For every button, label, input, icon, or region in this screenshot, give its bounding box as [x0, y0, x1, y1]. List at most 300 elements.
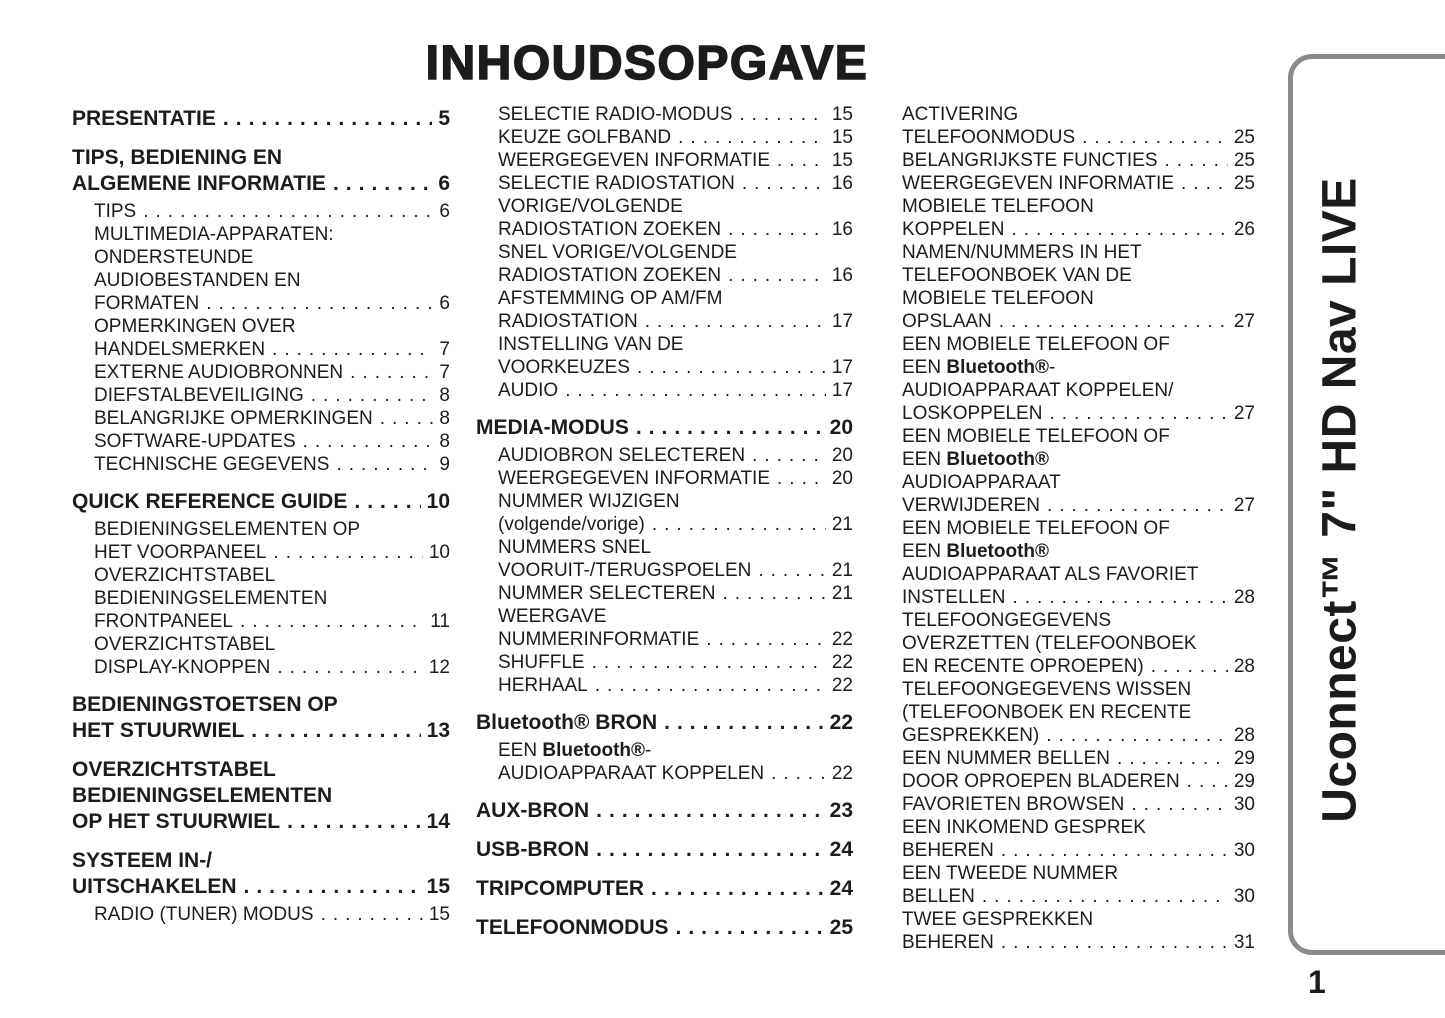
- dot-leader: [999, 310, 1228, 333]
- toc-entry-label: RADIOSTATION ZOEKEN: [498, 265, 722, 286]
- toc-entry-line: [498, 762, 853, 785]
- toc-entry-page: 22: [831, 652, 853, 673]
- toc-entry-line: [498, 356, 853, 379]
- toc-entry-line: [498, 444, 853, 467]
- toc-entry-page: 23: [829, 799, 853, 822]
- toc-entry-line: [902, 816, 1255, 839]
- toc-entry: [72, 453, 450, 476]
- toc-entry-label: MEDIA-MODUS: [476, 416, 629, 439]
- toc-entry-line: [902, 839, 1255, 862]
- toc-entry: [72, 430, 450, 453]
- toc-entry-line: [94, 338, 450, 361]
- dot-leader: [1181, 172, 1228, 195]
- toc-entry-label: EEN TWEEDE NUMMER: [902, 863, 1119, 884]
- toc-entry-page: 6: [438, 172, 450, 195]
- toc-entry-line: [72, 757, 450, 783]
- toc-entry-line: [476, 798, 853, 824]
- toc-entry: [880, 609, 1255, 678]
- toc-entry-page: 15: [831, 127, 853, 148]
- toc-entry-line: [902, 793, 1255, 816]
- toc-entry-label: VORIGE/VOLGENDE: [498, 196, 683, 217]
- toc-entry: [476, 103, 853, 126]
- toc-entry-line: [498, 195, 853, 218]
- toc-entry-page: 6: [439, 293, 450, 314]
- toc-entry-label: TRIPCOMPUTER: [476, 877, 644, 900]
- toc-entry: [880, 103, 1255, 149]
- toc-entry: [72, 848, 450, 900]
- toc-entry: [476, 241, 853, 287]
- toc-entry-page: 31: [1233, 932, 1255, 953]
- dot-leader: [652, 513, 826, 536]
- dot-leader: [739, 103, 825, 126]
- toc-entry-label: GESPREKKEN): [902, 725, 1040, 746]
- toc-entry-line: [902, 333, 1255, 356]
- toc-entry-label: HET VOORPANEEL: [94, 542, 267, 563]
- toc-entry-label: FRONTPANEEL: [94, 611, 234, 632]
- toc-entry-label: TIPS: [94, 201, 137, 222]
- toc-entry-label: TECHNISCHE GEGEVENS: [94, 454, 330, 475]
- toc-entry-page: 21: [831, 514, 853, 535]
- toc-entry-label: DIEFSTALBEVEILIGING: [94, 385, 304, 406]
- dot-leader: [350, 361, 433, 384]
- toc-entry-line: [476, 915, 853, 941]
- toc-entry: [476, 490, 853, 536]
- toc-entry-label: NUMMERS SNEL: [498, 537, 652, 558]
- toc-entry-label: OVERZICHTSTABEL: [94, 634, 276, 655]
- toc-entry-page: 26: [1233, 219, 1255, 240]
- dot-leader: [1187, 770, 1228, 793]
- dot-leader: [223, 106, 432, 132]
- toc-entry: [476, 582, 853, 605]
- toc-entry-page: 7: [439, 362, 450, 383]
- toc-entry-page: 16: [831, 219, 853, 240]
- dot-leader: [752, 444, 826, 467]
- toc-entry-page: 22: [831, 629, 853, 650]
- toc-entry-line: [902, 241, 1255, 264]
- toc-entry-label: OVERZICHTSTABEL: [94, 565, 276, 586]
- toc-entry-label: EEN Bluetooth®: [902, 449, 1050, 470]
- dot-leader: [1049, 402, 1227, 425]
- dot-leader: [143, 200, 433, 223]
- toc-entry-line: [72, 106, 450, 132]
- toc-entry-line: [498, 739, 853, 762]
- toc-entry-line: [902, 747, 1255, 770]
- toc-entry-label: FORMATEN: [94, 293, 200, 314]
- dot-leader: [272, 338, 433, 361]
- toc-entry-page: 15: [426, 875, 450, 898]
- toc-entry-page: 25: [829, 916, 853, 939]
- toc-entry: [476, 467, 853, 490]
- dot-leader: [1151, 655, 1228, 678]
- toc-entry-label: AUDIOAPPARAAT ALS FAVORIET: [902, 564, 1199, 585]
- dot-leader: [595, 674, 826, 697]
- toc-entry-line: [902, 609, 1255, 632]
- toc-entry-label: DISPLAY-KNOPPEN: [94, 657, 271, 678]
- toc-entry-line: [902, 471, 1255, 494]
- toc-entry: [880, 793, 1255, 816]
- toc-entry-page: 22: [829, 711, 853, 734]
- toc-entry-page: 5: [438, 107, 450, 130]
- toc-entry-label: TELEFOONBOEK VAN DE: [902, 265, 1132, 286]
- toc-entry-page: 6: [439, 201, 450, 222]
- toc-entry: [880, 747, 1255, 770]
- toc-entry: [880, 908, 1255, 954]
- dot-leader: [706, 628, 826, 651]
- toc-entry-label: OVERZICHTSTABEL: [72, 758, 276, 781]
- toc-entry-label: AUDIOBRON SELECTEREN: [498, 445, 746, 466]
- toc-entry: [476, 710, 853, 736]
- toc-entry-line: [902, 678, 1255, 701]
- toc-entry: [72, 757, 450, 835]
- toc-entry-line: [902, 494, 1255, 517]
- toc-entry-line: [902, 724, 1255, 747]
- toc-entry: [880, 149, 1255, 172]
- toc-entry-page: 27: [1233, 495, 1255, 516]
- toc-entry-line: [94, 518, 450, 541]
- toc-entry-line: [498, 264, 853, 287]
- toc-entry: [72, 633, 450, 679]
- toc-entry-label: MOBIELE TELEFOON: [902, 196, 1094, 217]
- toc-entry: [880, 678, 1255, 747]
- dot-leader: [1082, 126, 1228, 149]
- toc-entry: [476, 333, 853, 379]
- toc-entry-label: BEDIENINGSELEMENTEN: [94, 588, 328, 609]
- dot-leader: [728, 218, 826, 241]
- dot-leader: [1117, 747, 1228, 770]
- toc-entry-label: SELECTIE RADIOSTATION: [498, 173, 735, 194]
- toc-entry-line: [902, 264, 1255, 287]
- toc-entry-line: [72, 783, 450, 809]
- dot-leader: [596, 798, 823, 824]
- dot-leader: [771, 762, 826, 785]
- toc-entry-line: [476, 710, 853, 736]
- toc-entry-label: Bluetooth® BRON: [476, 711, 658, 734]
- toc-entry-line: [902, 448, 1255, 471]
- toc-entry-line: [498, 103, 853, 126]
- toc-entry-line: [498, 559, 853, 582]
- page-title: INHOUDSOPGAVE: [425, 37, 869, 90]
- dot-leader: [664, 710, 824, 736]
- toc-entry-label: AFSTEMMING OP AM/FM: [498, 288, 723, 309]
- dot-leader: [206, 292, 433, 315]
- dot-leader: [722, 582, 825, 605]
- toc-entry-line: [94, 587, 450, 610]
- toc-entry-page: 24: [829, 877, 853, 900]
- toc-entry-label: BEDIENINGSTOETSEN OP: [72, 693, 338, 716]
- toc-entry-label: AUDIOAPPARAAT KOPPELEN/: [902, 380, 1174, 401]
- toc-entry: [476, 798, 853, 824]
- toc-entry-line: [476, 837, 853, 863]
- toc-entry-label: BELLEN: [902, 886, 975, 907]
- toc-entry-line: [498, 536, 853, 559]
- dot-leader: [1046, 724, 1228, 747]
- toc-entry: [72, 384, 450, 407]
- toc-entry-line: [902, 126, 1255, 149]
- chapter-tab-title: Uconnect™ 7" HD Nav LIVE: [1313, 177, 1367, 823]
- toc-entry-label: TELEFOONMODUS: [476, 916, 669, 939]
- toc-entry-label: SNEL VORIGE/VOLGENDE: [498, 242, 737, 263]
- toc-entry: [880, 333, 1255, 425]
- toc-entry-label: MOBIELE TELEFOON: [902, 288, 1094, 309]
- toc-entry-page: 30: [1233, 886, 1255, 907]
- toc-entry-line: [476, 415, 853, 441]
- dot-leader: [777, 149, 826, 172]
- toc-entry-label: EEN Bluetooth®-: [498, 740, 652, 761]
- toc-entry-line: [94, 361, 450, 384]
- toc-entry-line: [94, 223, 450, 246]
- toc-entry: [476, 444, 853, 467]
- toc-entry-label: RADIO (TUNER) MODUS: [94, 904, 314, 925]
- toc-entry-label: MULTIMEDIA-APPARATEN:: [94, 224, 334, 245]
- toc-entry-page: 25: [1233, 173, 1255, 194]
- toc-entry-page: 22: [831, 763, 853, 784]
- toc-entry: [476, 149, 853, 172]
- toc-entry-label: WEERGEGEVEN INFORMATIE: [902, 173, 1175, 194]
- dot-leader: [1131, 793, 1227, 816]
- toc-entry-line: [498, 218, 853, 241]
- toc-entry-line: [902, 862, 1255, 885]
- toc-entry-line: [476, 876, 853, 902]
- toc-entry: [476, 651, 853, 674]
- toc-entry-label: TIPS, BEDIENING EN: [72, 146, 283, 169]
- toc-entry-line: [498, 126, 853, 149]
- dot-leader: [240, 610, 424, 633]
- toc-entry-label: KEUZE GOLFBAND: [498, 127, 672, 148]
- toc-entry: [476, 126, 853, 149]
- toc-entry-page: 30: [1233, 840, 1255, 861]
- toc-entry-page: 14: [426, 810, 450, 833]
- toc-entry-label: SOFTWARE-UPDATES: [94, 431, 296, 452]
- toc-entry-line: [94, 384, 450, 407]
- toc-entry-line: [902, 885, 1255, 908]
- toc-entry: [72, 407, 450, 430]
- toc-entry-label: DOOR OPROEPEN BLADEREN: [902, 771, 1180, 792]
- toc-entry-page: 16: [831, 265, 853, 286]
- toc-entry-label: EXTERNE AUDIOBRONNEN: [94, 362, 344, 383]
- toc-entry-line: [94, 430, 450, 453]
- dot-leader: [311, 384, 434, 407]
- toc-entry-label: TWEE GESPREKKEN: [902, 909, 1094, 930]
- toc-entry: [72, 518, 450, 564]
- toc-entry-label: (volgende/vorige): [498, 514, 645, 535]
- toc-entry-page: 25: [1233, 150, 1255, 171]
- toc-entry-line: [72, 171, 450, 197]
- toc-entry: [476, 172, 853, 195]
- dot-leader: [651, 876, 824, 902]
- toc-entry: [476, 415, 853, 441]
- toc-entry-label: OVERZETTEN (TELEFOONBOEK: [902, 633, 1197, 654]
- toc-entry-label: WEERGEGEVEN INFORMATIE: [498, 150, 771, 171]
- toc-entry: [72, 223, 450, 315]
- dot-leader: [251, 718, 420, 744]
- toc-entry-line: [498, 490, 853, 513]
- dot-leader: [596, 837, 823, 863]
- toc-entry-label: FAVORIETEN BROWSEN: [902, 794, 1125, 815]
- toc-entry-label: EEN Bluetooth®: [902, 541, 1050, 562]
- toc-entry: [476, 674, 853, 697]
- toc-entry: [476, 379, 853, 402]
- toc-entry-label: AUDIOAPPARAAT KOPPELEN: [498, 763, 765, 784]
- dot-leader: [678, 126, 826, 149]
- toc-entry-line: [902, 172, 1255, 195]
- toc-entry-line: [498, 651, 853, 674]
- toc-entry-page: 15: [831, 150, 853, 171]
- toc-entry-label: NUMMERINFORMATIE: [498, 629, 700, 650]
- toc-entry: [476, 287, 853, 333]
- toc-entry-label: AUDIOBESTANDEN EN: [94, 270, 301, 291]
- toc-entry-line: [94, 541, 450, 564]
- toc-entry-line: [94, 269, 450, 292]
- toc-entry-line: [94, 633, 450, 656]
- toc-entry-label: BEHEREN: [902, 932, 994, 953]
- toc-entry-label: HERHAAL: [498, 675, 588, 696]
- toc-entry-line: [498, 379, 853, 402]
- toc-entry-page: 12: [428, 657, 450, 678]
- toc-entry-page: 8: [439, 431, 450, 452]
- toc-entry-label: BELANGRIJKE OPMERKINGEN: [94, 408, 373, 429]
- toc-entry: [72, 564, 450, 633]
- toc-entry-line: [902, 310, 1255, 333]
- dot-leader: [1011, 218, 1227, 241]
- toc-entry: [476, 536, 853, 582]
- toc-entry-line: [498, 628, 853, 651]
- toc-entry-label: INSTELLING VAN DE: [498, 334, 684, 355]
- toc-entry-line: [498, 287, 853, 310]
- toc-entry-line: [94, 453, 450, 476]
- dot-leader: [244, 874, 421, 900]
- dot-leader: [354, 489, 420, 515]
- toc-entry-page: 22: [831, 675, 853, 696]
- toc-entry-line: [72, 874, 450, 900]
- dot-leader: [277, 656, 423, 679]
- toc-entry-line: [902, 563, 1255, 586]
- toc-entry-label: AUDIOAPPARAAT: [902, 472, 1061, 493]
- toc-entry-label: OPSLAAN: [902, 311, 992, 332]
- dot-leader: [303, 430, 434, 453]
- dot-leader: [758, 559, 825, 582]
- toc-entry-label: AUDIO: [498, 380, 559, 401]
- toc-entry-line: [902, 517, 1255, 540]
- toc-entry-label: KOPPELEN: [902, 219, 1005, 240]
- toc-entry-line: [94, 315, 450, 338]
- dot-leader: [1012, 586, 1227, 609]
- toc-column-3: [880, 103, 1255, 954]
- toc-entry-line: [498, 310, 853, 333]
- toc-entry-line: [498, 674, 853, 697]
- toc-entry-page: 17: [831, 380, 853, 401]
- toc-entry-label: OP HET STUURWIEL: [72, 810, 281, 833]
- dot-leader: [742, 172, 826, 195]
- dot-leader: [1001, 839, 1228, 862]
- toc-entry-page: 29: [1233, 771, 1255, 792]
- toc-entry-line: [498, 513, 853, 536]
- toc-entry: [880, 241, 1255, 333]
- toc-entry-page: 28: [1233, 656, 1255, 677]
- toc-entry-page: 16: [831, 173, 853, 194]
- toc-entry: [880, 862, 1255, 908]
- dot-leader: [637, 356, 826, 379]
- toc-entry: [880, 195, 1255, 241]
- toc-entry-label: TELEFOONGEGEVENS WISSEN: [902, 679, 1192, 700]
- toc-entry-line: [94, 246, 450, 269]
- toc-entry-page: 15: [831, 104, 853, 125]
- toc-entry-page: 9: [439, 454, 450, 475]
- toc-entry-label: RADIOSTATION: [498, 311, 638, 332]
- toc-entry-line: [72, 718, 450, 744]
- toc-entry-line: [72, 848, 450, 874]
- toc-entry: [72, 361, 450, 384]
- toc-entry-page: 20: [831, 445, 853, 466]
- toc-entry-line: [902, 379, 1255, 402]
- toc-entry: [880, 425, 1255, 517]
- toc-entry-line: [902, 655, 1255, 678]
- toc-entry: [880, 770, 1255, 793]
- toc-entry-label: ACTIVERING: [902, 104, 1019, 125]
- toc-entry: [880, 816, 1255, 862]
- toc-entry-line: [498, 172, 853, 195]
- toc-entry-line: [498, 605, 853, 628]
- toc-entry-page: 29: [1233, 748, 1255, 769]
- toc-entry-line: [94, 407, 450, 430]
- toc-entry-label: SHUFFLE: [498, 652, 585, 673]
- toc-entry: [880, 172, 1255, 195]
- toc-entry-line: [72, 692, 450, 718]
- toc-entry-line: [72, 809, 450, 835]
- toc-entry: [72, 200, 450, 223]
- toc-entry-line: [94, 610, 450, 633]
- toc-entry-label: ONDERSTEUNDE: [94, 247, 254, 268]
- toc-entry-line: [498, 241, 853, 264]
- toc-entry-label: HET STUURWIEL: [72, 719, 245, 742]
- toc-entry-page: 20: [831, 468, 853, 489]
- toc-entry-label: SYSTEEM IN-/: [72, 849, 213, 872]
- toc-entry-line: [94, 903, 450, 926]
- toc-entry-label: NUMMER WIJZIGEN: [498, 491, 680, 512]
- toc-entry: [72, 145, 450, 197]
- toc-entry-line: [902, 586, 1255, 609]
- toc-entry-page: 15: [428, 904, 450, 925]
- toc-entry-page: 8: [439, 408, 450, 429]
- toc-entry-page: 28: [1233, 725, 1255, 746]
- toc-entry-label: AUX-BRON: [476, 799, 590, 822]
- toc-entry: [476, 837, 853, 863]
- toc-column-1: [72, 106, 450, 926]
- toc-entry-line: [72, 489, 450, 515]
- toc-entry-label: OPMERKINGEN OVER: [94, 316, 296, 337]
- dot-leader: [287, 809, 421, 835]
- toc-entry-line: [902, 218, 1255, 241]
- dot-leader: [273, 541, 422, 564]
- dot-leader: [777, 467, 826, 490]
- dot-leader: [728, 264, 826, 287]
- toc-entry-line: [902, 908, 1255, 931]
- toc-entry-page: 10: [426, 490, 450, 513]
- toc-entry-page: 30: [1233, 794, 1255, 815]
- toc-entry: [72, 692, 450, 744]
- toc-entry-label: USB-BRON: [476, 838, 590, 861]
- toc-entry-label: RADIOSTATION ZOEKEN: [498, 219, 722, 240]
- toc-entry-label: EEN MOBIELE TELEFOON OF: [902, 334, 1170, 355]
- toc-entry-label: TELEFOONMODUS: [902, 127, 1076, 148]
- dot-leader: [645, 310, 826, 333]
- toc-entry-line: [902, 195, 1255, 218]
- toc-entry-label: VERWIJDEREN: [902, 495, 1040, 516]
- toc-entry: [72, 903, 450, 926]
- toc-entry-label: BEDIENINGSELEMENTEN OP: [94, 519, 361, 540]
- toc-entry-page: 28: [1233, 587, 1255, 608]
- toc-entry-label: TELEFOONGEGEVENS: [902, 610, 1112, 631]
- toc-entry-line: [94, 656, 450, 679]
